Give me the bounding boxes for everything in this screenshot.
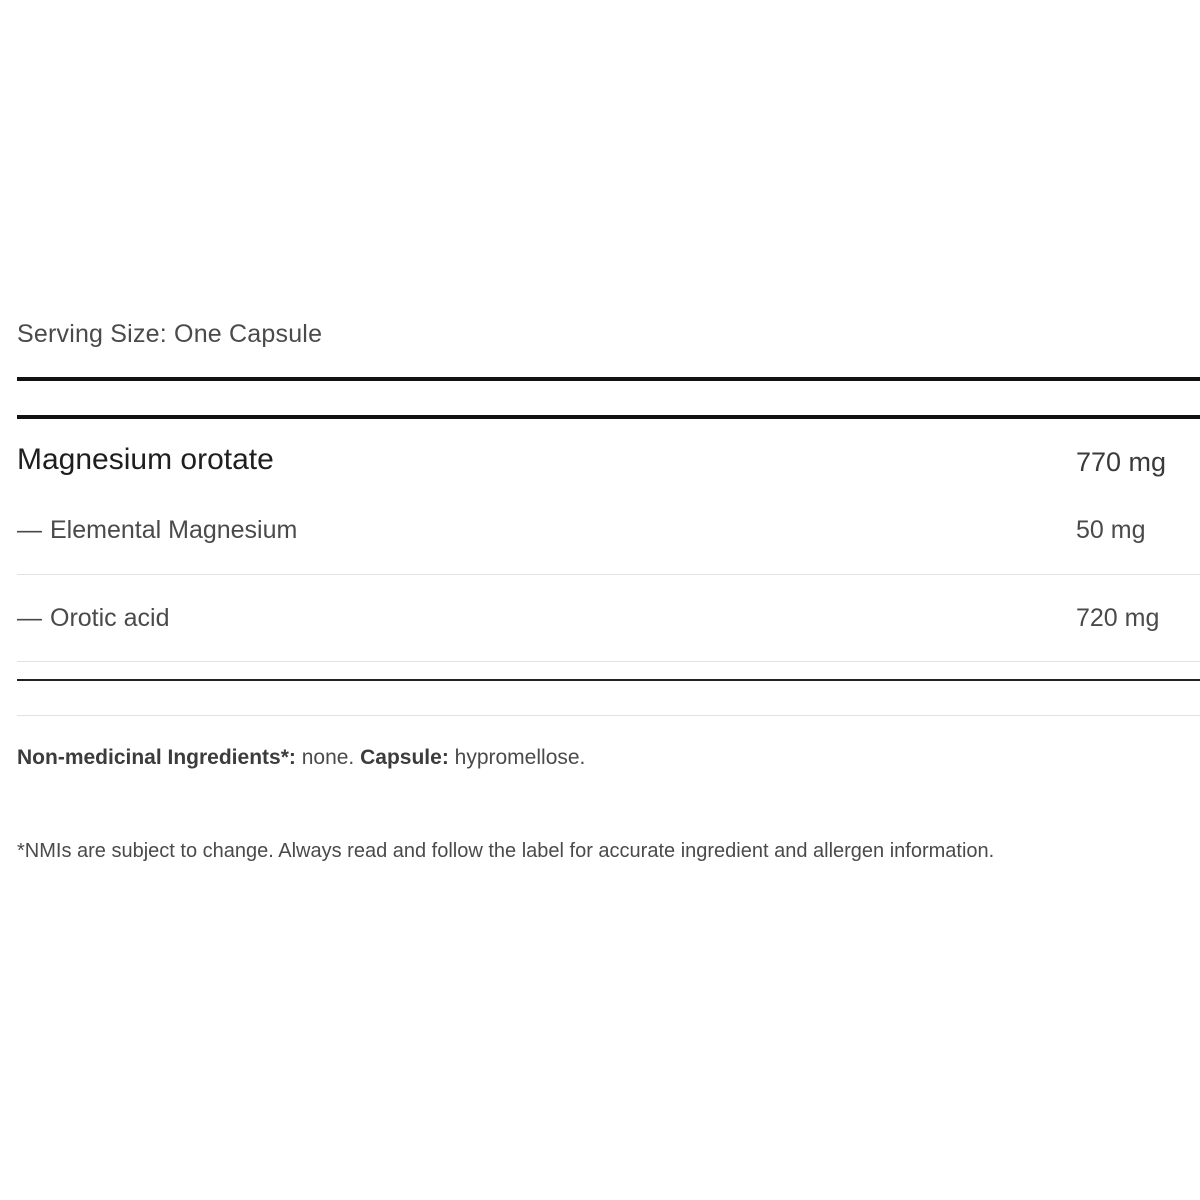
divider-light [17, 574, 1200, 575]
divider-light [17, 661, 1200, 662]
non-medicinal-label: Non-medicinal Ingredients*: [17, 746, 296, 769]
sub-ingredient-name: Elemental Magnesium [50, 516, 298, 544]
ingredient-name: Magnesium orotate [17, 443, 274, 476]
divider-thick [17, 377, 1200, 381]
serving-size [17, 320, 322, 349]
sub-ingredient-amount: 720 mg [1076, 604, 1160, 632]
divider-medium [17, 679, 1200, 681]
dash-marker: — [17, 604, 42, 632]
sub-ingredient-name: Orotic acid [50, 604, 170, 632]
non-medicinal-ingredients [17, 746, 585, 770]
serving-size-value: One Capsule [174, 320, 323, 348]
nmi-disclaimer: *NMIs are subject to change. Always read and follow the label for accurate ingredient and allergen information. [17, 840, 995, 862]
ingredient-amount: 770 mg [1076, 447, 1167, 477]
sub-ingredient-amount: 50 mg [1076, 516, 1146, 544]
capsule-value: hypromellose. [454, 746, 586, 769]
supplement-facts-panel [17, 0, 1200, 1200]
dash-marker: — [17, 516, 42, 544]
serving-size-label: Serving Size: [17, 320, 167, 348]
divider-thick [17, 415, 1200, 419]
divider-light [17, 715, 1200, 716]
capsule-label: Capsule: [360, 746, 449, 769]
non-medicinal-value: none. [301, 746, 355, 769]
